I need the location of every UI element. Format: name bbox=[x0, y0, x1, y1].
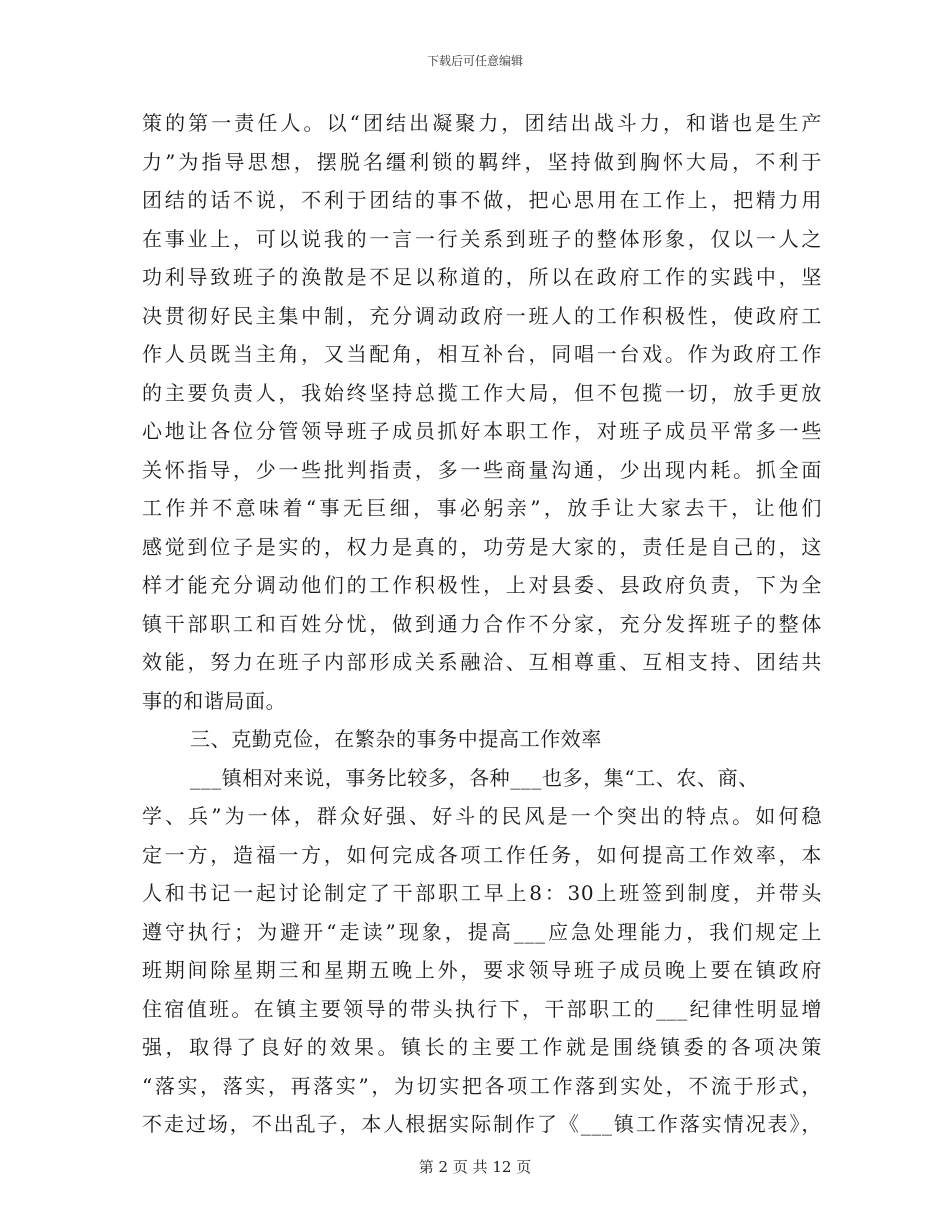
text-line: 感觉到位子是实的，权力是真的，功劳是大家的，责任是自己的，这 bbox=[142, 534, 822, 559]
text-line: 人和书记一起讨论制定了干部职工早上8：30上班签到制度，并带头 bbox=[142, 881, 822, 905]
text-line: 心地让各位分管领导班子成员抓好本职工作，对班子成员平常多一些 bbox=[142, 419, 822, 443]
text-line: 策的第一责任人。以“团结出凝聚力，团结出战斗力，和谐也是生产 bbox=[142, 111, 822, 135]
text-line: 的主要负责人，我始终坚持总揽工作大局，但不包揽一切，放手更放 bbox=[142, 380, 822, 405]
text-line: 班期间除星期三和星期五晚上外，要求领导班子成员晚上要在镇政府 bbox=[142, 958, 822, 982]
text-line: 效能，努力在班子内部形成关系融洽、互相尊重、互相支持、团结共 bbox=[142, 650, 822, 674]
text-line: ___镇相对来说，事务比较多，各种___也多，集“工、农、商、 bbox=[190, 765, 759, 790]
text-line: 不走过场，不出乱子，本人根据实际制作了《___镇工作落实情况表》， bbox=[142, 1112, 822, 1136]
page-footer: 第 2 页 共 12 页 bbox=[418, 1158, 532, 1176]
text-line: 功利导致班子的涣散是不足以称道的，所以在政府工作的实践中，坚 bbox=[142, 265, 822, 289]
text-line: 学、兵”为一体，群众好强、好斗的民风是一个突出的特点。如何稳 bbox=[142, 804, 822, 828]
text-line: 力”为指导思想，摆脱名缰利锁的羁绊，坚持做到胸怀大局，不利于 bbox=[142, 149, 822, 174]
text-line: 决贯彻好民主集中制，充分调动政府一班人的工作积极性，使政府工 bbox=[142, 303, 822, 328]
page-header: 下载后可任意编辑 bbox=[426, 54, 523, 68]
text-line: 三、克勤克俭，在繁杂的事务中提高工作效率 bbox=[190, 727, 602, 751]
text-line: 团结的话不说，不利于团结的事不做，把心思用在工作上，把精力用 bbox=[142, 188, 822, 212]
text-line: 在事业上，可以说我的一言一行关系到班子的整体形象，仅以一人之 bbox=[142, 226, 822, 251]
text-line: 事的和谐局面。 bbox=[142, 688, 287, 713]
text-line: “落实，落实，再落实”，为切实把各项工作落到实处，不流于形式， bbox=[142, 1073, 822, 1098]
text-line: 遵守执行；为避开“走读”现象，提高___应急处理能力，我们规定上 bbox=[142, 919, 822, 944]
document-body bbox=[142, 104, 822, 1144]
text-line: 作人员既当主角，又当配角，相互补台，同唱一台戏。作为政府工作 bbox=[142, 342, 822, 366]
text-line: 定一方，造福一方，如何完成各项工作任务，如何提高工作效率，本 bbox=[142, 842, 822, 867]
text-line: 样才能充分调动他们的工作积极性，上对县委、县政府负责，下为全 bbox=[142, 573, 822, 597]
text-line: 住宿值班。在镇主要领导的带头执行下，干部职工的___纪律性明显增 bbox=[142, 996, 822, 1021]
text-line: 工作并不意味着“事无巨细，事必躬亲”，放手让大家去干，让他们 bbox=[142, 496, 822, 520]
text-line: 关怀指导，少一些批判指责，多一些商量沟通，少出现内耗。抓全面 bbox=[142, 457, 822, 482]
text-line: 镇干部职工和百姓分忧，做到通力合作不分家，充分发挥班子的整体 bbox=[142, 611, 822, 636]
text-line: 强，取得了良好的效果。镇长的主要工作就是围绕镇委的各项决策 bbox=[142, 1035, 822, 1059]
